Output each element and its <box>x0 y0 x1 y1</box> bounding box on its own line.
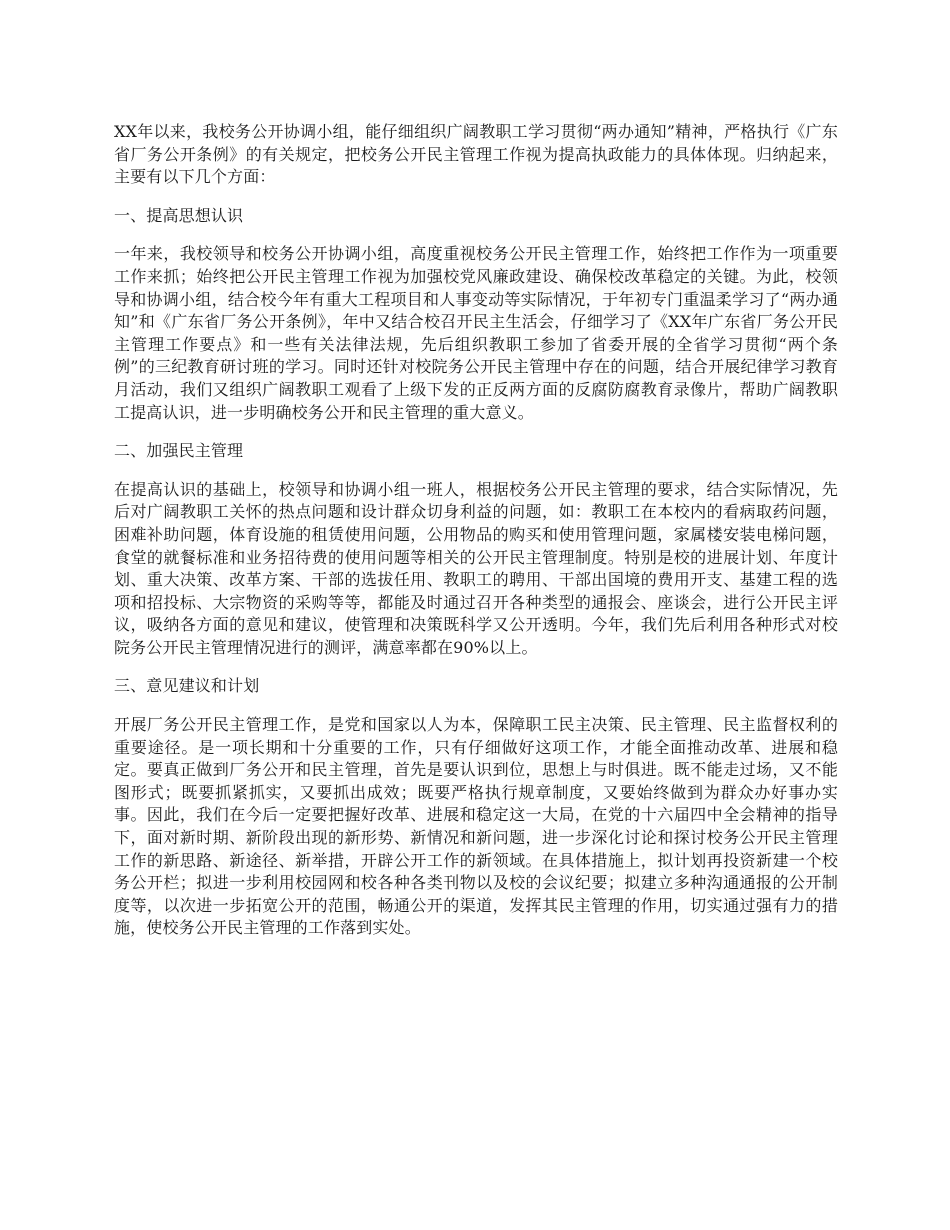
section-paragraph-2: 在提高认识的基础上，校领导和协调小组一班人，根据校务公开民主管理的要求，结合实际情况，先后对广阔教职工关怀的热点问题和设计群众切身利益的问题，如：教职工在本校内的看病取药问题，困难补助问题，体育设施的租赁使用问题，公用物品的购买和使用管理问题，家属楼安装电梯问题，食堂的就餐标准和业务招待费的使用问题等相关的公开民主管理制度。特别是校的进展计划、年度计划、重大决策、改革方案、干部的选拔任用、教职工的聘用、干部出国境的费用开支、基建工程的选项和招投标、大宗物资的采购等等，都能及时通过召开各种类型的通报会、座谈会，进行公开民主评议，吸纳各方面的意见和建议，使管理和决策既科学又公开透明。今年，我们先后利用各种形式对校院务公开民主管理情况进行的测评，满意率都在90%以上。 <box>114 479 838 657</box>
section-paragraph-1: 一年来，我校领导和校务公开协调小组，高度重视校务公开民主管理工作，始终把工作作为一项重要工作来抓；始终把公开民主管理工作视为加强校党风廉政建设、确保校改革稳定的关键。为此，校领导和协调小组，结合校今年有重大工程项目和人事变动等实际情况，于年初专门重温柔学习了“两办通知”和《广东省厂务公开条例》，年中又结合校召开民主生活会，仔细学习了《XX年广东省厂务公开民主管理工作要点》和一些有关法律法规，先后组织教职工参加了省委开展的全省学习贯彻“两个条例”的三纪教育研讨班的学习。同时还针对校院务公开民主管理中存在的问题，结合开展纪律学习教育月活动，我们又组织广阔教职工观看了上级下发的正反两方面的反腐防腐教育录像片，帮助广阔教职工提高认识，进一步明确校务公开和民主管理的重大意义。 <box>114 244 838 422</box>
section-paragraph-3: 开展厂务公开民主管理工作，是党和国家以人为本，保障职工民主决策、民主管理、民主监督权利的重要途径。是一项长期和十分重要的工作，只有仔细做好这项工作，才能全面推动改革、进展和稳定。要真正做到厂务公开和民主管理，首先是要认识到位，思想上与时俱进。既不能走过场，又不能图形式；既要抓紧抓实，又要抓出成效；既要严格执行规章制度，又要始终做到为群众办好事办实事。因此，我们在今后一定要把握好改革、进展和稳定这一大局，在党的十六届四中全会精神的指导下，面对新时期、新阶段出现的新形势、新情况和新问题，进一步深化讨论和探讨校务公开民主管理工作的新思路、新途径、新举措，开辟公开工作的新领域。在具体措施上，拟计划再投资新建一个校务公开栏；拟进一步利用校园网和校各种各类刊物以及校的会议纪要；拟建立多种沟通通报的公开制度等，以次进一步拓宽公开的范围，畅通公开的渠道，发挥其民主管理的作用，切实通过强有力的措施，使校务公开民主管理的工作落到实处。 <box>114 715 838 938</box>
document-body <box>114 121 838 956</box>
intro-paragraph: XX年以来，我校务公开协调小组，能仔细组织广阔教职工学习贯彻“两办通知”精神，严格执行《广东省厂务公开条例》的有关规定，把校务公开民主管理工作视为提高执政能力的具体体现。归纳起来，主要有以下几个方面： <box>114 122 838 187</box>
section-heading-2: 二、加强民主管理 <box>114 441 244 461</box>
section-heading-3: 三、意见建议和计划 <box>114 676 260 696</box>
section-heading-1: 一、提高思想认识 <box>114 205 244 225</box>
